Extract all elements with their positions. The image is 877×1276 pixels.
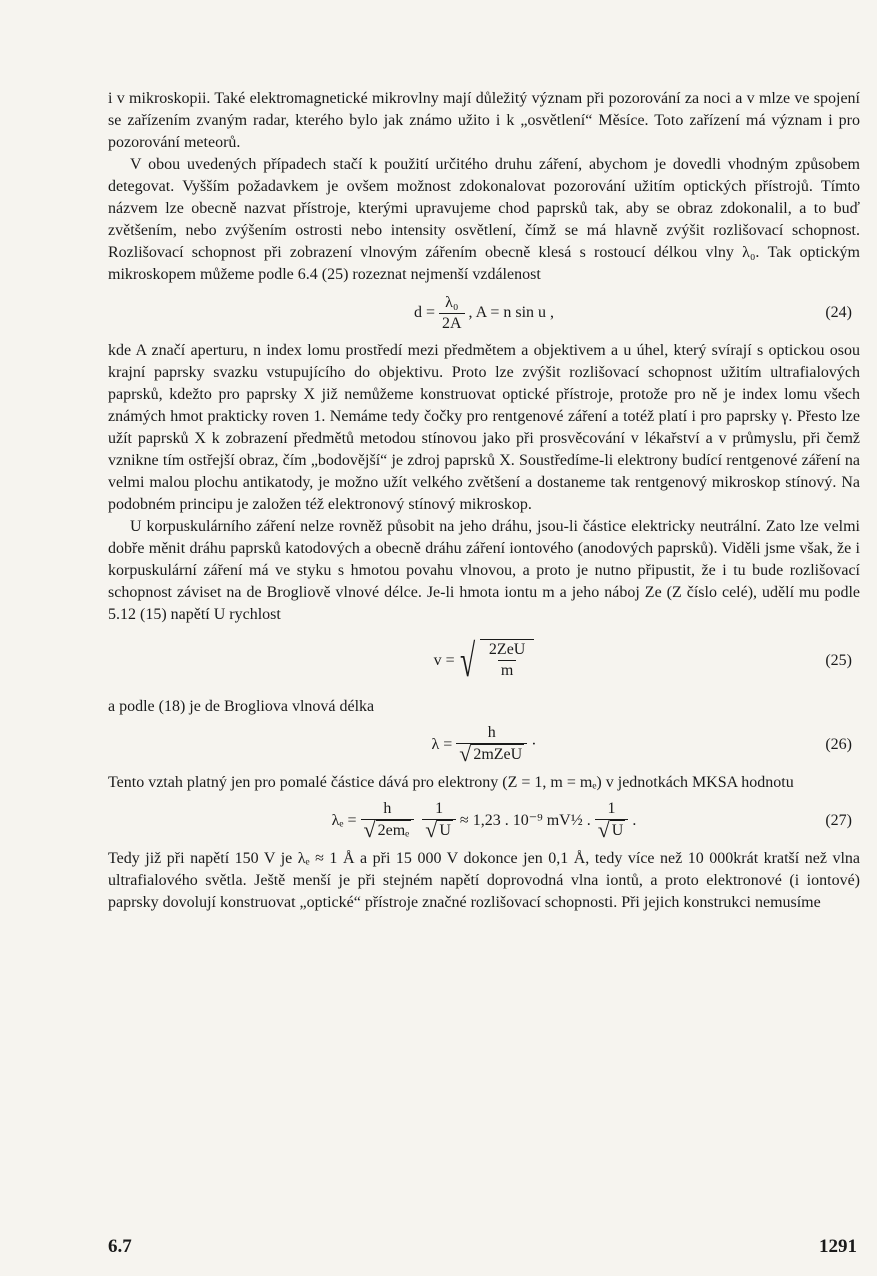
sqrt-icon: √ xyxy=(363,817,376,842)
equation-25 xyxy=(108,626,860,696)
page-footer xyxy=(108,1236,857,1258)
eq25-fraction xyxy=(486,640,528,681)
eq25-radical xyxy=(455,635,535,686)
page-body xyxy=(108,88,860,914)
eq27-tail: . xyxy=(632,812,637,829)
sqrt-icon: √ xyxy=(459,741,472,766)
eq27-lhs: λₑ = xyxy=(331,812,357,829)
eq27-mid: ≈ 1,23 . 10⁻⁹ mV½ . xyxy=(459,812,591,829)
eq24-denominator: 2A xyxy=(439,313,465,334)
eq27-fraction-2: 1 √ U xyxy=(422,799,456,843)
paragraph-1: i v mikroskopii. Také elektromagnetické mikrovlny mají důležitý význam při pozorování za noci a v mlze ve spojení se zařízením zvaným radar, kterého bylo jak známo užito i k „osvětlení“ Měsíce. Toto zařízení má význam i pro pozorování meteorů. xyxy=(108,90,860,151)
eq25-lhs: v = xyxy=(433,652,455,669)
paragraph-3: kde A značí aperturu, n index lomu prostředí mezi předmětem a objektivem a u úhel, který svírají s optickou osou krajní paprsky svazku vstupujícího do objektivu. Proto lze zvýšit rozlišovací schopnost užitím ultrafialových paprsků, kdežto pro paprsky X již nemůžeme konstruovat optické přístroje, protože pro ně je index lomu všech známých hmot prakticky roven 1. Nemáme tedy čočky pro rentgenové záření a totéž platí i pro paprsky γ. Přesto lze užít paprsků X k zobrazení předmětů metodou stínovou jako při prosvěcování v lékařství a v průmyslu, při čemž vznikne tím ostřejší obraz, čím „bodovější“ je zdroj paprsků X. Soustředíme-li elektrony budící rentgenové záření na velmi malou plochu antikatody, je možno užít velkého zvětšení a dostaneme tak rentgenový mikroskop stínový. Na podobném principu je založen též elektronový stínový mikroskop. xyxy=(108,342,860,513)
eq26-tail: · xyxy=(531,736,537,753)
eq27-label: (27) xyxy=(825,812,852,829)
paragraph-6: Tento vztah platný jen pro pomalé částice dává pro elektrony (Z = 1, m = mₑ) v jednotkách MKSA hodnotu xyxy=(108,774,794,791)
eq26-label: (26) xyxy=(825,736,852,753)
eq24-label: (24) xyxy=(825,304,852,321)
eq24-rest: , A = n sin u , xyxy=(468,304,555,321)
equation-26 xyxy=(108,718,860,772)
paragraph-2: V obou uvedených případech stačí k použití určitého druhu záření, abychom je dovedli vhodným způsobem detegovat. Vyšším požadavkem je ovšem možnost zdokonalovat pozorování užitím optických přístrojů. Tímto názvem lze obecně nazvat přístroje, kterými upravujeme chod paprsků tak, aby se obraz zdokonalil, a to buď zvětšením, nebo zvýšením ostrosti nebo intensity osvětlení, čímž se má hlavně zvýšit rozlišovací schopnost. Rozlišovací schopnost při zobrazení vlnovým zářením obecně klesá s rostoucí délkou vlny λ₀. Tak optickým mikroskopem můžeme podle 6.4 (25) rozeznat nejmenší vzdálenost xyxy=(108,156,860,283)
sqrt-icon: √ xyxy=(459,635,475,686)
paragraph-5: a podle (18) je de Brogliova vlnová délka xyxy=(108,698,375,715)
eq24-numerator: λ₀ xyxy=(445,293,459,311)
sqrt-icon: √ xyxy=(597,817,610,842)
eq27-fraction-1: h √ 2emₑ xyxy=(361,799,415,843)
eq26-denominator: 2mZeU xyxy=(473,746,523,763)
equation-24 xyxy=(108,286,860,340)
paragraph-7: Tedy již při napětí 150 V je λₑ ≈ 1 Å a při 15 000 V dokonce jen 0,1 Å, tedy více než 10 000krát kratší než vlna ultrafialového světla. Ještě menší je při stejném napětí doprovodná vlna iontů, a proto elektronové (i iontové) paprsky dovolují konstruovat „optické“ přístroje značné rozlišovací schopnosti. Při jejich konstrukci nemusíme xyxy=(108,850,860,911)
page-number: 1291 xyxy=(819,1236,857,1257)
sqrt-icon: √ xyxy=(425,817,438,842)
equation-27 xyxy=(108,794,860,848)
paragraph-4: U korpuskulárního záření nelze rovněž působit na jeho dráhu, jsou-li částice elektricky neutrální. Zato lze velmi dobře měnit dráhu paprsků katodových a obecně dráhu záření iontového (anodových paprsků). Viděli jsme však, že i korpuskulární záření má ve styku s hmotou povahu vlnovou, a proto je nutno připustit, že i tu bude rozlišovací schopnost záviset na de Brogliově vlnové délce. Je-li hmota iontu m a jeho náboj Ze (Z číslo celé), udělí mu podle 5.12 (15) napětí U rychlost xyxy=(108,518,860,623)
eq26-radical xyxy=(459,741,524,766)
eq24-fraction xyxy=(439,293,465,334)
eq26-lhs: λ = xyxy=(431,736,453,753)
eq25-label: (25) xyxy=(825,652,852,669)
eq25-denominator: m xyxy=(498,660,516,681)
section-number: 6.7 xyxy=(108,1236,132,1257)
eq26-numerator: h xyxy=(487,724,496,741)
eq25-numerator: 2ZeU xyxy=(488,641,526,658)
eq24-lhs: d = xyxy=(413,304,435,321)
eq27-fraction-3: 1 √ U xyxy=(595,799,629,843)
eq26-fraction xyxy=(456,723,527,767)
